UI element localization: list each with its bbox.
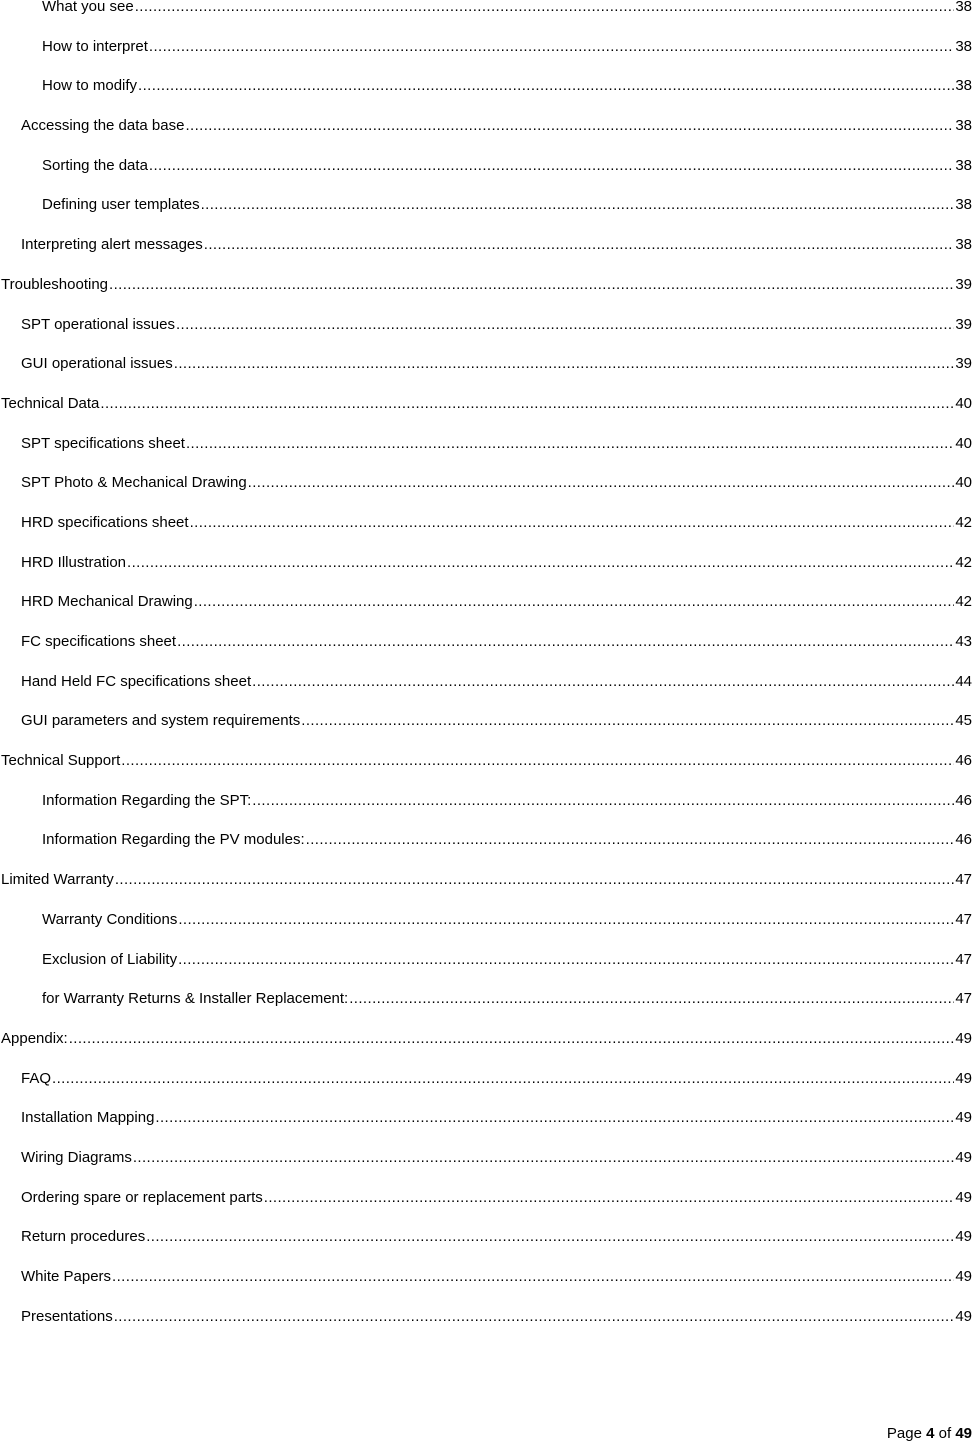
dot-leader [194, 592, 955, 612]
toc-entry-page-number: 47 [955, 950, 972, 968]
toc-entry[interactable] [0, 0, 974, 37]
dot-leader [121, 751, 954, 771]
toc-entry-page-number: 49 [955, 1029, 972, 1047]
toc-entry[interactable] [0, 553, 974, 593]
toc-entry[interactable] [0, 116, 974, 156]
toc-entry[interactable] [0, 473, 974, 513]
dot-leader [69, 1029, 955, 1049]
toc-entry[interactable] [0, 156, 974, 196]
dot-leader [177, 632, 954, 652]
page-footer [887, 1424, 972, 1444]
toc-entry[interactable] [0, 1029, 974, 1069]
dot-leader [185, 116, 954, 136]
toc-entry[interactable] [0, 672, 974, 712]
toc-entry-page-number: 39 [955, 315, 972, 333]
page-separator: of [938, 1425, 952, 1442]
dot-leader [114, 1307, 955, 1327]
dot-leader [201, 195, 955, 215]
toc-entry-page-number: 46 [955, 752, 972, 770]
toc-entry-page-number: 38 [955, 37, 972, 55]
toc-entry-page-number: 47 [955, 990, 972, 1008]
toc-entry[interactable] [0, 195, 974, 235]
toc-entry[interactable] [0, 870, 974, 910]
page-label: Page [886, 1425, 922, 1442]
dot-leader [112, 1267, 954, 1287]
toc-entry-title: Defining user templates [42, 196, 200, 214]
toc-entry[interactable] [0, 632, 974, 672]
toc-entry-page-number: 40 [955, 394, 972, 412]
toc-entry-title: Sorting the data [42, 156, 148, 174]
toc-entry-title: Ordering spare or replacement parts [21, 1188, 263, 1206]
dot-leader [127, 553, 954, 573]
dot-leader [135, 0, 955, 17]
toc-entry[interactable] [0, 592, 974, 632]
toc-entry-title: SPT Photo & Mechanical Drawing [21, 474, 247, 492]
toc-entry-page-number: 40 [955, 434, 972, 452]
toc-entry-title: Installation Mapping [21, 1109, 155, 1127]
toc-entry-title: Presentations [21, 1307, 113, 1325]
toc-entry[interactable] [0, 37, 974, 77]
toc-entry-page-number: 38 [955, 77, 972, 95]
toc-entry[interactable] [0, 1108, 974, 1148]
dot-leader [252, 672, 954, 692]
dot-leader [146, 1227, 954, 1247]
toc-entry[interactable] [0, 791, 974, 831]
dot-leader [149, 156, 954, 176]
toc-entry-page-number: 38 [955, 117, 972, 135]
toc-entry-title: Return procedures [21, 1228, 146, 1246]
toc-entry-title: Technical Data [1, 394, 100, 412]
toc-entry-page-number: 42 [955, 513, 972, 531]
dot-leader [133, 1148, 954, 1168]
toc-entry-title: Interpreting alert messages [21, 236, 203, 254]
toc-entry-title: Hand Held FC specifications sheet [21, 672, 252, 690]
dot-leader [306, 830, 955, 850]
toc-entry[interactable] [0, 989, 974, 1029]
dot-leader [178, 910, 954, 930]
toc-entry-page-number: 49 [955, 1069, 972, 1087]
dot-leader [190, 513, 955, 533]
toc-entry-page-number: 49 [955, 1228, 972, 1246]
toc-entry-title: Exclusion of Liability [42, 950, 178, 968]
toc-entry[interactable] [0, 830, 974, 870]
toc-entry-page-number: 46 [955, 791, 972, 809]
toc-entry-title: How to interpret [42, 37, 148, 55]
toc-entry-page-number: 42 [955, 593, 972, 611]
toc-entry-page-number: 49 [955, 1307, 972, 1325]
toc-entry[interactable] [0, 910, 974, 950]
toc-entry-page-number: 49 [955, 1109, 972, 1127]
dot-leader [264, 1188, 955, 1208]
toc-entry[interactable] [0, 711, 974, 751]
dot-leader [52, 1069, 954, 1089]
dot-leader [252, 791, 954, 811]
toc-entry-title: White Papers [21, 1268, 112, 1285]
toc-entry-title: Wiring Diagrams [21, 1148, 132, 1166]
dot-leader [204, 235, 955, 255]
toc-entry-page-number: 39 [955, 275, 972, 293]
toc-entry[interactable] [0, 1188, 974, 1228]
toc-entry[interactable] [0, 394, 974, 434]
toc-entry-page-number: 44 [955, 672, 972, 690]
toc-entry-title: Warranty Conditions [42, 910, 178, 928]
dot-leader [149, 37, 954, 57]
toc-entry-page-number: 39 [955, 355, 972, 373]
dot-leader [109, 275, 954, 295]
toc-entry-title: FC specifications sheet [21, 633, 177, 650]
dot-leader [248, 473, 955, 493]
toc-entry-title: SPT specifications sheet [21, 434, 185, 452]
toc-entry-page-number: 47 [955, 910, 972, 928]
toc-entry-title: HRD Illustration [21, 553, 127, 571]
toc-entry-page-number: 49 [955, 1268, 972, 1285]
toc-entry[interactable] [0, 1148, 974, 1188]
toc-entry-title: HRD Mechanical Drawing [21, 593, 193, 611]
toc-entry-title: What you see [42, 0, 134, 15]
toc-entry-title: for Warranty Returns & Installer Replacement: [42, 990, 349, 1008]
toc-entry-title: Appendix: [1, 1029, 68, 1047]
toc-entry-page-number: 38 [955, 196, 972, 214]
dot-leader [176, 315, 954, 335]
toc-entry-title: Information Regarding the SPT: [42, 791, 252, 809]
dot-leader [301, 711, 954, 731]
dot-leader [349, 989, 954, 1009]
toc-entry-page-number: 46 [955, 831, 972, 849]
toc-entry[interactable] [0, 315, 974, 355]
dot-leader [100, 394, 954, 414]
current-page-number: 4 [926, 1425, 935, 1442]
toc-entry-title: How to modify [42, 77, 138, 95]
toc-entry[interactable] [0, 1267, 974, 1307]
toc-entry-page-number: 47 [955, 871, 972, 889]
toc-entry[interactable] [0, 1227, 974, 1267]
toc-entry[interactable] [0, 275, 974, 315]
toc-entry-page-number: 42 [955, 553, 972, 571]
toc-entry-page-number: 40 [955, 474, 972, 492]
toc-entry-page-number: 43 [955, 633, 972, 650]
toc-entry[interactable] [0, 235, 974, 275]
toc-entry-title: GUI parameters and system requirements [21, 712, 301, 730]
dot-leader [178, 950, 954, 970]
toc-entry-title: Technical Support [1, 752, 121, 770]
toc-entry[interactable] [0, 354, 974, 394]
toc-entry[interactable] [0, 1307, 974, 1347]
toc-entry[interactable] [0, 1069, 974, 1109]
toc-entry-title: Troubleshooting [1, 275, 109, 293]
toc-entry-page-number: 49 [955, 1188, 972, 1206]
dot-leader [138, 76, 954, 96]
total-pages-number: 49 [955, 1425, 972, 1442]
toc-entry-page-number: 38 [955, 236, 972, 254]
toc-entry-title: Information Regarding the PV modules: [42, 831, 305, 849]
toc-entry-title: SPT operational issues [21, 315, 175, 333]
dot-leader [115, 870, 955, 890]
toc-entry-page-number: 38 [955, 156, 972, 174]
dot-leader [186, 434, 954, 454]
toc-entry[interactable] [0, 950, 974, 990]
toc-entry[interactable] [0, 513, 974, 553]
toc-entry-title: Limited Warranty [1, 871, 114, 889]
dot-leader [174, 354, 955, 374]
toc-entry[interactable] [0, 434, 974, 474]
toc-entry-page-number: 38 [955, 0, 972, 15]
toc-entry-title: HRD specifications sheet [21, 513, 189, 531]
toc-entry-page-number: 49 [955, 1148, 972, 1166]
toc-entry[interactable] [0, 751, 974, 791]
toc-entry-title: Accessing the data base [21, 117, 185, 135]
toc-entry-title: GUI operational issues [21, 355, 173, 373]
toc-entry-title: FAQ [21, 1069, 52, 1087]
toc-entry-page-number: 45 [955, 712, 972, 730]
toc-entry[interactable] [0, 76, 974, 116]
dot-leader [155, 1108, 954, 1128]
